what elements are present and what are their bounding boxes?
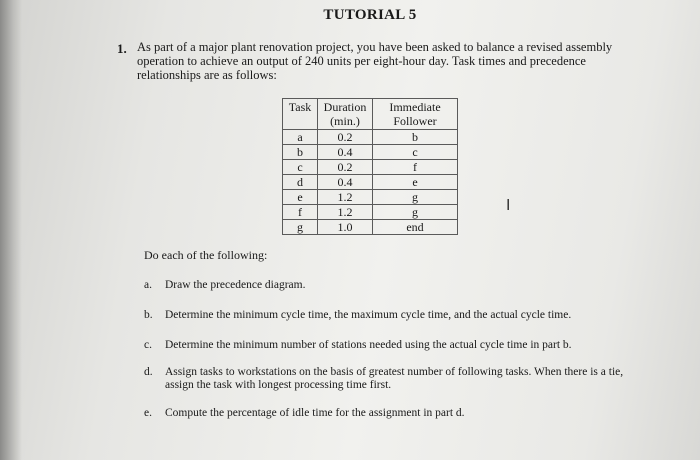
- question-number: 1.: [117, 41, 127, 56]
- part-letter: b.: [144, 309, 153, 321]
- part-letter: d.: [144, 366, 153, 378]
- task-cell: f: [283, 205, 318, 220]
- task-cell: g: [283, 220, 318, 235]
- part-letter: a.: [144, 279, 152, 291]
- part-text: Draw the precedence diagram.: [165, 279, 306, 291]
- header-duration-line2: (min.): [330, 114, 360, 128]
- question-text: As part of a major plant renovation project, you have been asked to balance a revised assembly operation to achieve an output of 240 units per eight-hour day. Task times and precedence relationships are as follows:: [137, 40, 613, 82]
- header-duration-line1: Duration: [323, 100, 367, 114]
- part-d: [144, 366, 634, 392]
- duration-cell: 0.4: [318, 145, 373, 160]
- table-row: [283, 190, 458, 205]
- duration-cell: 1.0: [318, 220, 373, 235]
- part-a: [144, 279, 634, 292]
- page-shadow: [0, 0, 22, 460]
- part-letter: c.: [144, 339, 152, 351]
- instructions-text: Do each of the following:: [144, 248, 268, 262]
- table-row: [283, 175, 458, 190]
- text-cursor-icon: I: [506, 196, 511, 214]
- duration-cell: 1.2: [318, 190, 373, 205]
- part-letter: e.: [144, 407, 152, 419]
- table-row: [283, 220, 458, 235]
- part-b: [144, 309, 634, 322]
- duration-cell: 0.4: [318, 175, 373, 190]
- part-e: [144, 407, 634, 420]
- table-row: [283, 130, 458, 145]
- task-cell: d: [283, 175, 318, 190]
- part-text: Compute the percentage of idle time for the assignment in part d.: [165, 407, 465, 419]
- part-text: Determine the minimum number of stations needed using the actual cycle time in part b.: [165, 339, 572, 351]
- task-cell: e: [283, 190, 318, 205]
- task-cell: b: [283, 145, 318, 160]
- header-duration: [318, 99, 373, 130]
- duration-cell: 1.2: [318, 205, 373, 220]
- header-follower: [373, 99, 458, 130]
- follower-cell: e: [373, 175, 458, 190]
- header-task-label: Task: [288, 100, 312, 114]
- table-row: [283, 205, 458, 220]
- follower-cell: b: [373, 130, 458, 145]
- table-row: [283, 160, 458, 175]
- header-follower-line1: Immediate: [389, 100, 441, 114]
- follower-cell: c: [373, 145, 458, 160]
- document-title: TUTORIAL 5: [323, 7, 417, 23]
- task-cell: c: [283, 160, 318, 175]
- follower-cell: g: [373, 190, 458, 205]
- follower-cell: g: [373, 205, 458, 220]
- duration-cell: 0.2: [318, 160, 373, 175]
- part-text: Assign tasks to workstations on the basis of greatest number of following tasks. When there is a tie, assign the task with longest processing time first.: [165, 366, 624, 391]
- header-task: [283, 99, 318, 130]
- task-cell: a: [283, 130, 318, 145]
- table-header-row: [283, 99, 458, 130]
- follower-cell: end: [373, 220, 458, 235]
- task-table: [282, 98, 458, 235]
- follower-cell: f: [373, 160, 458, 175]
- part-c: [144, 339, 634, 352]
- part-text: Determine the minimum cycle time, the maximum cycle time, and the actual cycle time.: [165, 309, 572, 321]
- duration-cell: 0.2: [318, 130, 373, 145]
- header-follower-line2: Follower: [393, 114, 437, 128]
- table-row: [283, 145, 458, 160]
